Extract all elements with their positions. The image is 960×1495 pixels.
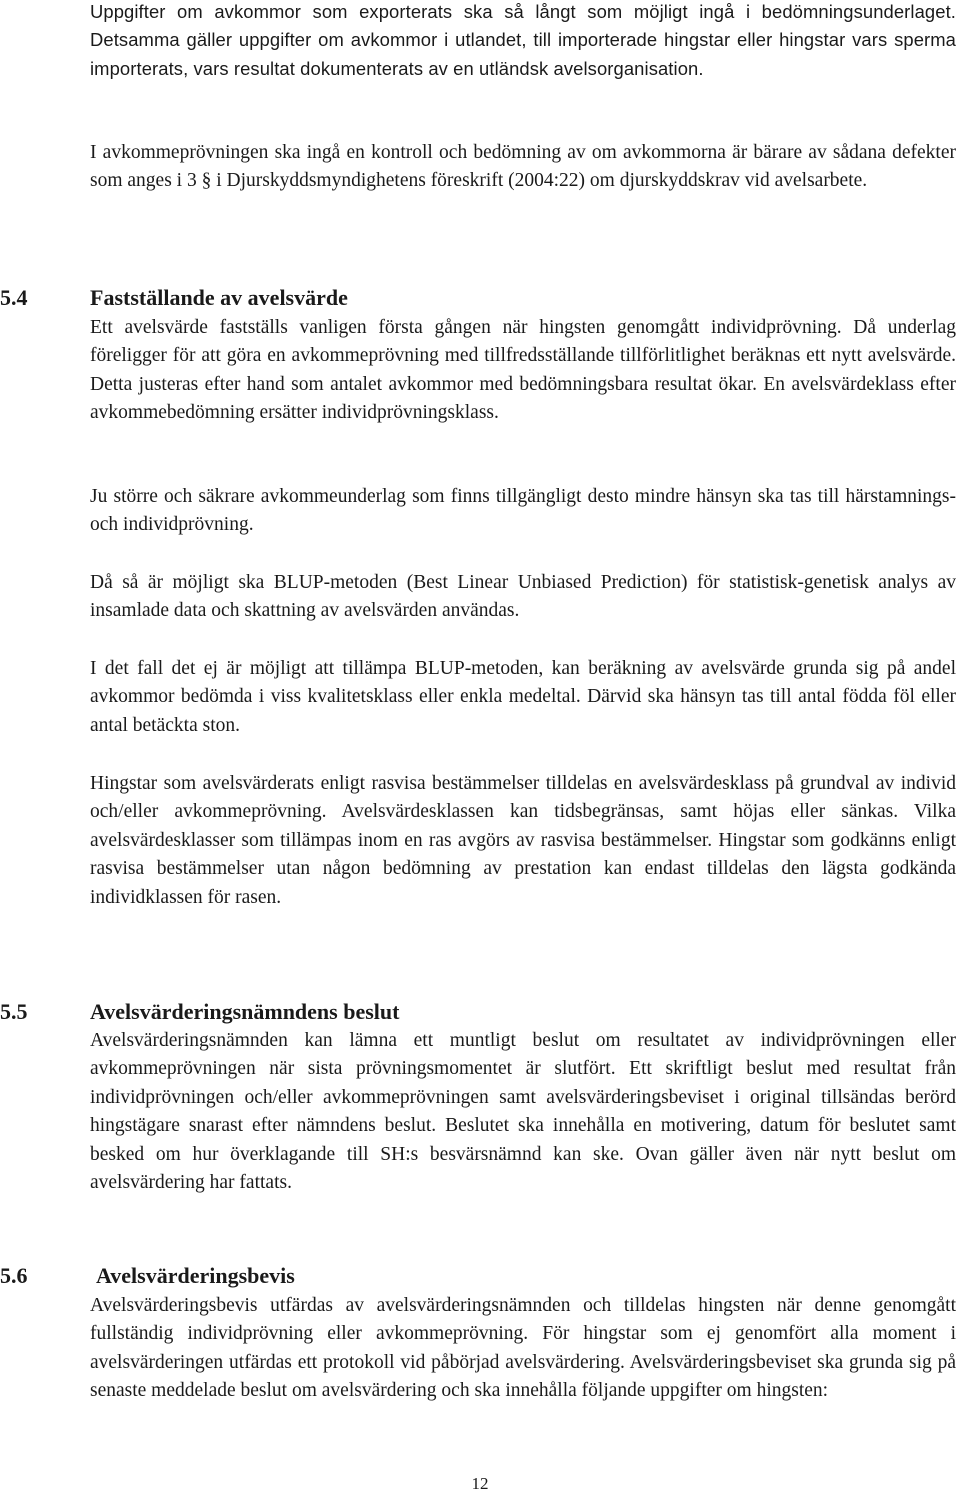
section-5-5-number: 5.5	[0, 999, 28, 1024]
section-5-5-title: Avelsvärderingsnämndens beslut	[90, 999, 400, 1024]
section-5-4-number: 5.4	[0, 285, 28, 310]
page-number: 12	[471, 1474, 489, 1493]
section-5-4-paragraph-5: Hingstar som avelsvärderats enligt rasvisa bestämmelser tilldelas en avelsvärdesklass på grundval av individ och/eller avkommeprövning. Avelsvärdesklassen kan tidsbegränsas, samt höjas eller sänkas. Vilka avelsvärdesklasser som tillämpas inom en ras avgörs av rasvisa bestämmelser. Hingstar som godkänns enligt rasvisa bestämmelser utan någon bedömning av prestation kan endast tilldelas den lägsta godkända individklassen för rasen.	[90, 773, 956, 908]
section-5-4-paragraph-1: Ett avelsvärde fastställs vanligen första gången när hingsten genomgått individprövning. Då underlag föreligger för att göra en avkommeprövning med tillfredsställande tillförlitlighet beräknas ett nytt avelsvärde. Detta justeras efter hand som antalet avkommor med bedömningsbara resultat ökar. En avelsvärdeklass efter avkommebedömning ersätter individprövningsklass.	[90, 317, 956, 424]
section-5-4-title: Fastställande av avelsvärde	[90, 285, 348, 310]
section-5-6-number: 5.6	[0, 1263, 28, 1288]
intro-paragraph-1: Uppgifter om avkommor som exporterats ska så långt som möjligt ingå i bedömningsunderlaget. Detsamma gäller uppgifter om avkommor i utlandet, till importerade hingstar eller hingstar vars sperma importerats, vars resultat dokumenterats av en utländsk avelsorganisation.	[90, 1, 956, 79]
section-5-4-paragraph-2: Ju större och säkrare avkommeunderlag som finns tillgängligt desto mindre hänsyn ska tas till härstamnings- och individprövning.	[90, 486, 956, 536]
intro-paragraph-2: I avkommeprövningen ska ingå en kontroll och bedömning av om avkommorna är bärare av sådana defekter som anges i 3 § i Djurskyddsmyndighetens föreskrift (2004:22) om djurskyddskrav vid avelsarbete.	[90, 142, 956, 192]
section-5-6-paragraph-1: Avelsvärderingsbevis utfärdas av avelsvärderingsnämnden och tilldelas hingsten när denne genomgått fullständig individprövning eller avkommeprövning. För hingstar som ej genomfört alla moment i avelsvärderingen utfärdas ett protokoll vid påbörjad avelsvärdering. Avelsvärderingsbeviset ska grunda sig på senaste meddelade beslut om avelsvärdering och ska innehålla följande uppgifter om hingsten:	[90, 1295, 956, 1402]
section-5-6-title: Avelsvärderingsbevis	[96, 1263, 295, 1288]
section-5-5-paragraph-1: Avelsvärderingsnämnden kan lämna ett muntligt beslut om resultatet av individprövningen eller avkommeprövningen när sista prövningsmomentet är slutfört. Ett skriftligt beslut med resultat från individprövningen och/eller avkommeprövningen samt avelsvärderingsbeviset i original tillsändas berörd hingstägare snarast efter nämndens beslut. Beslutet ska innehålla en motivering, datum för beslutet samt besked om hur överklagande till SH:s besvärsnämnd kan ske. Ovan gäller även när nytt beslut om avelsvärdering har fattats.	[90, 1030, 956, 1194]
section-5-4-paragraph-4: I det fall det ej är möjligt att tillämpa BLUP-metoden, kan beräkning av avelsvärde grunda sig på andel avkommor bedömda i viss kvalitetsklass eller enkla medeltal. Därvid ska hänsyn tas till antal födda föl eller antal betäckta ston.	[90, 658, 956, 736]
section-5-4-paragraph-3: Då så är möjligt ska BLUP-metoden (Best Linear Unbiased Prediction) för statistisk-genetisk analys av insamlade data och skattning av avelsvärden användas.	[90, 572, 956, 622]
